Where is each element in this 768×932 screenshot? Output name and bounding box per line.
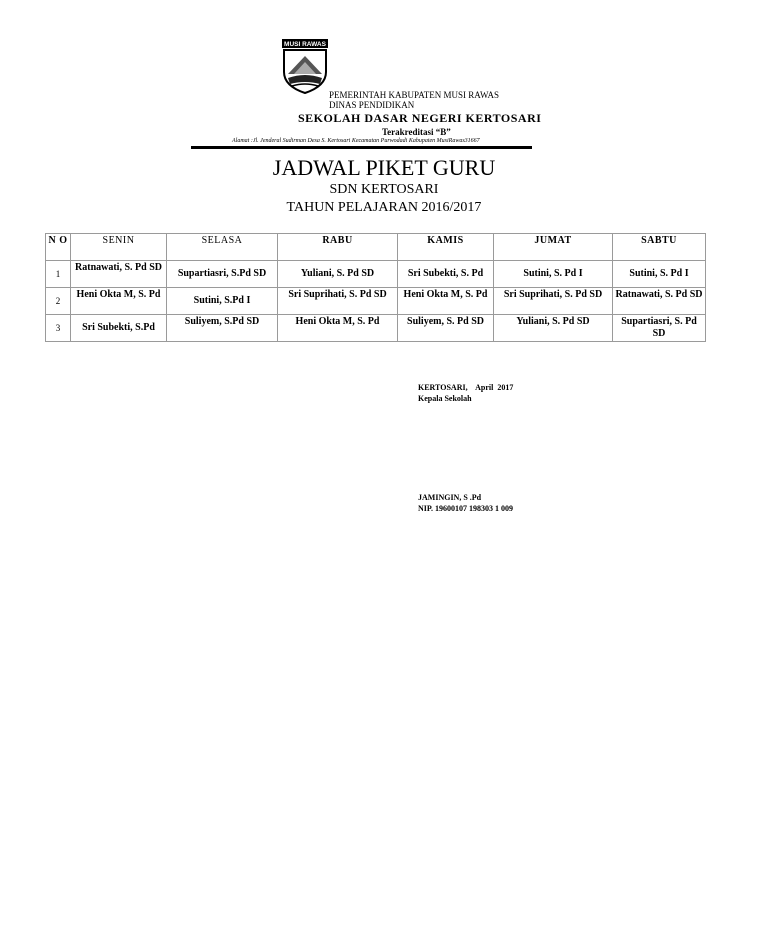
cell-rabu: Heni Okta M, S. Pd [278,315,398,342]
logo-text: MUSI RAWAS [284,41,326,48]
letterhead-divider [191,146,532,149]
cell-selasa: Supartiasri, S.Pd SD [167,261,278,288]
cell-rabu: Yuliani, S. Pd SD [278,261,398,288]
cell-kamis: Suliyem, S. Pd SD [398,315,494,342]
cell-no: 1 [46,261,71,288]
letterhead-school-name: SEKOLAH DASAR NEGERI KERTOSARI [298,111,542,125]
signature-role: Kepala Sekolah [418,394,472,403]
cell-sabtu: Sutini, S. Pd I [613,261,706,288]
regency-logo [280,38,330,94]
table-row [46,315,706,342]
cell-senin: Sri Subekti, S.Pd [71,315,167,342]
cell-sabtu: Supartiasri, S. Pd SD [613,315,706,342]
letterhead-department: DINAS PENDIDIKAN [329,100,415,110]
document-title: JADWAL PIKET GURU [272,155,496,180]
header-rabu: RABU [278,234,398,261]
table-row [46,288,706,315]
signature-place-date: KERTOSARI, April 2017 [418,383,514,392]
cell-rabu: Sri Suprihati, S. Pd SD [278,288,398,315]
cell-sabtu: Ratnawati, S. Pd SD [613,288,706,315]
letterhead-government: PEMERINTAH KABUPATEN MUSI RAWAS [329,90,499,100]
header-selasa: SELASA [167,234,278,261]
cell-selasa: Suliyem, S.Pd SD [167,315,278,342]
cell-senin: Heni Okta M, S. Pd [71,288,167,315]
academic-year: TAHUN PELAJARAN 2016/2017 [286,200,482,215]
header-kamis: KAMIS [398,234,494,261]
cell-no: 3 [46,315,71,342]
header-sabtu: SABTU [613,234,706,261]
document-subtitle: SDN KERTOSARI [329,182,439,197]
cell-jumat: Sri Suprihati, S. Pd SD [494,288,613,315]
cell-jumat: Yuliani, S. Pd SD [494,315,613,342]
letterhead-accreditation: Terakreditasi “B” [382,127,451,137]
duty-schedule-table [45,233,706,342]
signature-nip: NIP. 19600107 198303 1 009 [418,504,514,513]
header-no: N O [46,234,71,261]
header-jumat: JUMAT [494,234,613,261]
table-row [46,261,706,288]
header-senin: SENIN [71,234,167,261]
signature-name: JAMINGIN, S .Pd [418,493,482,502]
cell-kamis: Sri Subekti, S. Pd [398,261,494,288]
cell-no: 2 [46,288,71,315]
letterhead-address: Alamat :Jl. Jenderal Sudirman Desa S. Kertosari Kecamatan Purwodadi Kabupaten MusiRawas31667 [232,138,480,144]
cell-kamis: Heni Okta M, S. Pd [398,288,494,315]
cell-senin: Ratnawati, S. Pd SD [71,261,167,288]
table-header-row [46,234,706,261]
cell-selasa: Sutini, S.Pd I [167,288,278,315]
cell-jumat: Sutini, S. Pd I [494,261,613,288]
